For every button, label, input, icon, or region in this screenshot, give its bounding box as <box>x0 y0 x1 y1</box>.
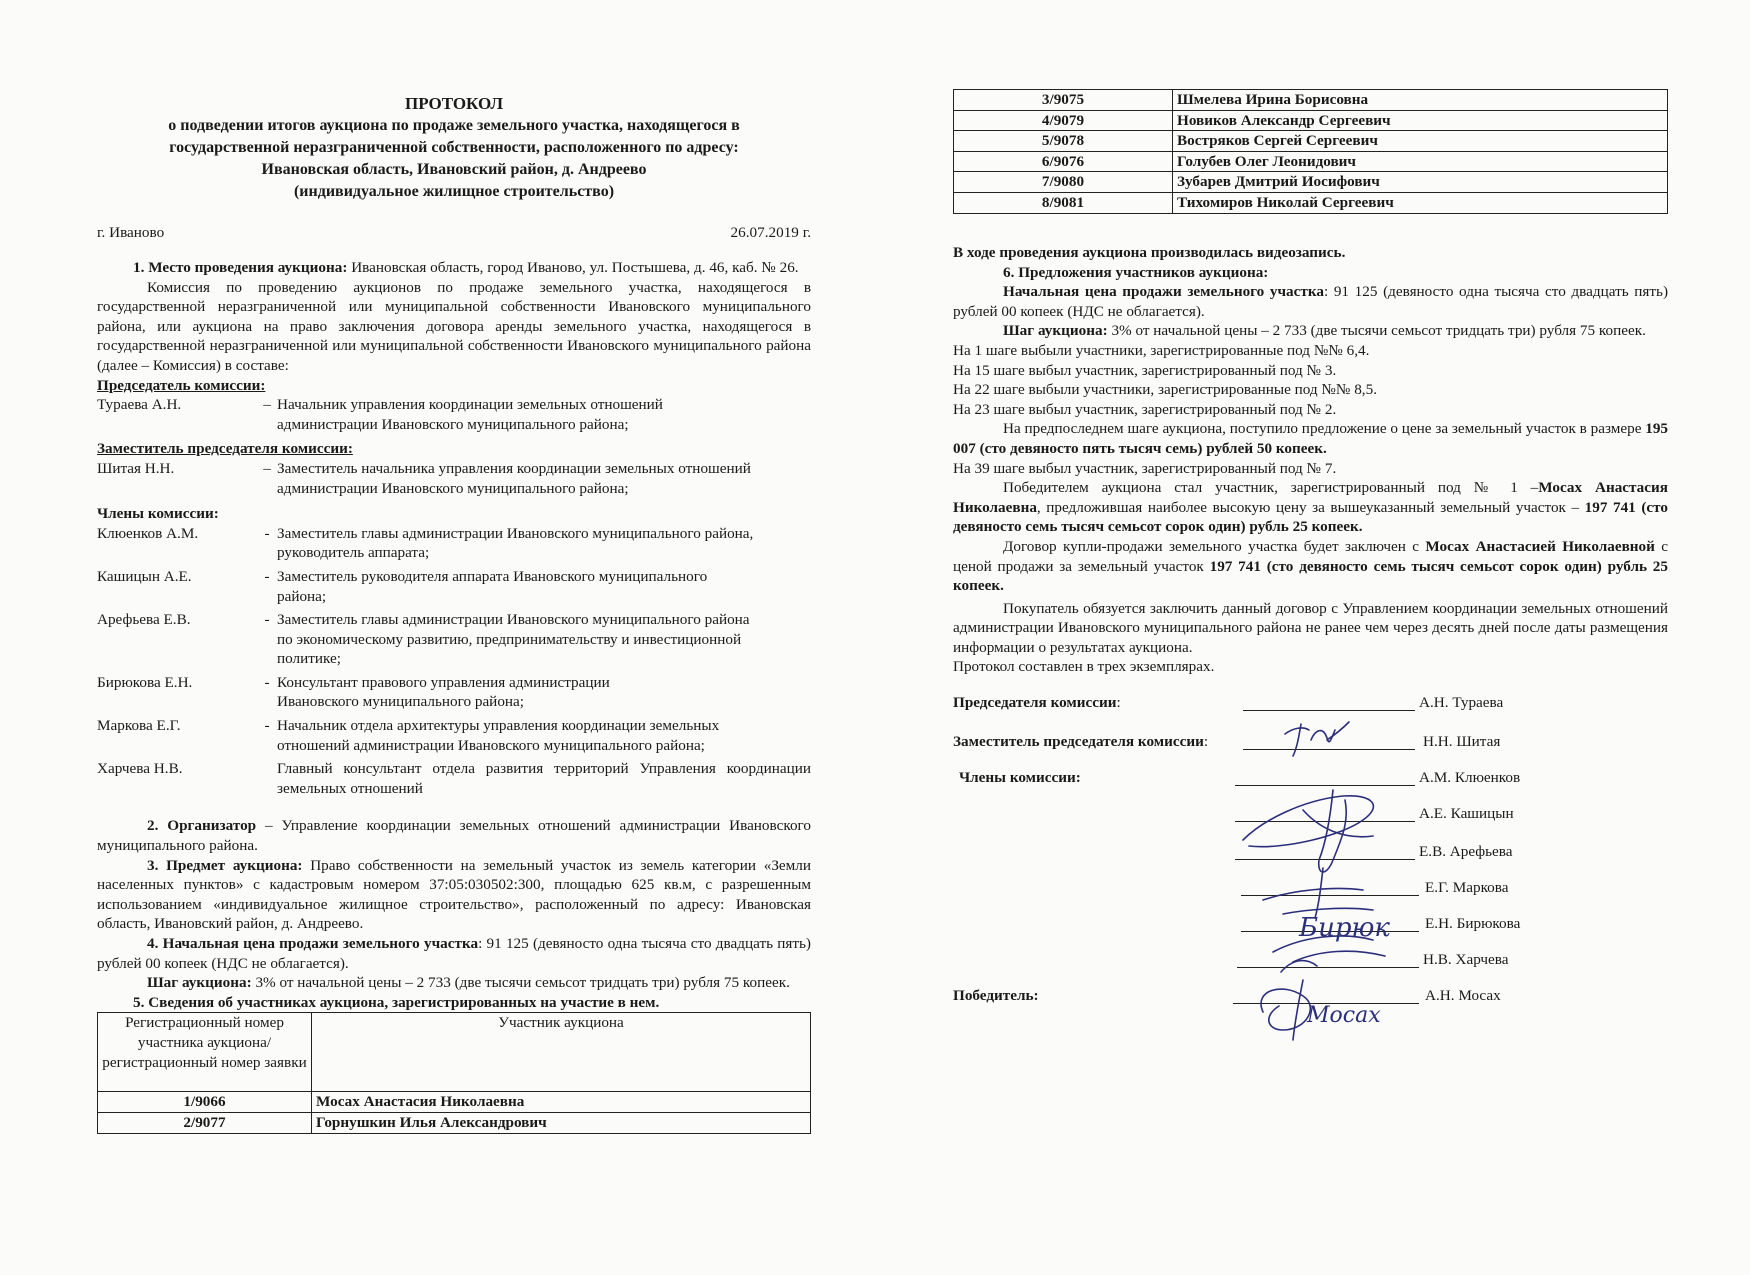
signature-label: Члены комиссии: <box>959 769 1081 786</box>
deputy-heading: Заместитель председателя комиссии: <box>97 440 353 458</box>
member-name: Бирюкова Е.Н. <box>97 673 193 691</box>
signature-line <box>1237 967 1419 968</box>
video-note-text: В ходе проведения аукциона производилась видеозапись. <box>953 244 1346 261</box>
reg-number: 4/9079 <box>954 110 1173 131</box>
member-dash: – <box>263 459 271 477</box>
signature-line <box>1235 821 1415 822</box>
participants-table-cont <box>953 89 1668 214</box>
participant-name: Востряков Сергей Сергеевич <box>1173 131 1668 152</box>
penultimate-amount: 195 007 (сто девяносто пять тысяч семь) рублей 50 копеек. <box>953 420 1669 457</box>
signature-member-text: Бирюк <box>1299 913 1390 943</box>
round-line: На 15 шаге выбыл участник, зарегистрированный под № 3. <box>953 361 1337 379</box>
member-dash: - <box>264 717 270 735</box>
subtitle-line: государственной неразграниченной собственности, расположенного по адресу: <box>169 139 739 156</box>
section-5-heading <box>97 993 811 1013</box>
member-dash: - <box>264 673 270 691</box>
table-row <box>954 131 1668 152</box>
member-name: Тураева А.Н. <box>97 396 182 414</box>
subtitle-line: (индивидуальное жилищное строительство) <box>293 183 615 200</box>
round-line: На 22 шаге выбыли участники, зарегистрированные под №№ 8,5. <box>953 381 1377 399</box>
chair-member <box>97 395 811 434</box>
video-note <box>953 243 1668 263</box>
member-dash: – <box>263 396 271 414</box>
subtitle-line: о подведении итогов аукциона по продаже земельного участка, находящегося в <box>168 117 740 134</box>
step-text: 3% от начальной цены – 2 733 (две тысячи семьсот тридцать три) рубля 75 копеек. <box>251 974 790 992</box>
participant-name: Зубарев Дмитрий Иосифович <box>1173 172 1668 193</box>
commission-member <box>97 673 811 712</box>
member-name: Маркова Е.Г. <box>97 717 181 735</box>
signature-deputy <box>953 732 1668 756</box>
reg-number: 3/9075 <box>954 90 1173 111</box>
participant-name: Новиков Александр Сергеевич <box>1173 110 1668 131</box>
reg-number: 5/9078 <box>954 131 1173 152</box>
signature-line <box>1241 895 1419 896</box>
right-body <box>953 243 1668 677</box>
signature-label: Председателя комиссии: <box>953 694 1121 711</box>
reg-number: 7/9080 <box>954 172 1173 193</box>
commission-member <box>97 524 811 563</box>
commission-member <box>97 716 811 755</box>
signature-chair <box>953 693 1668 717</box>
signature-line <box>1241 931 1419 932</box>
subtitle-line: Ивановская область, Ивановский район, д. Андреево <box>261 161 647 178</box>
section-2-text: – Управление координации земельных отношений администрации Ивановского муниципального района. <box>97 817 811 855</box>
section-5-label: 5. Сведения об участниках аукциона, зарегистрированных на участие в нем. <box>133 993 660 1011</box>
contract-name: Мосах Анастасией Николаевной <box>1425 537 1655 555</box>
column-header-number: Регистрационный номер участника аукциона/ регистрационный номер заявки <box>98 1013 312 1092</box>
signature-line <box>1243 749 1415 750</box>
contract-text-b: с ценой продажи за земельный участок <box>953 537 1668 575</box>
section-6-heading <box>953 263 1668 283</box>
signature-member <box>953 768 1668 792</box>
section-1-label: 1. Место проведения аукциона: <box>133 259 348 276</box>
member-dash <box>257 759 277 798</box>
contract-text-a: Договор купли-продажи земельного участка будет заключен с <box>1003 537 1426 555</box>
signature-line <box>1233 1003 1419 1004</box>
reg-number: 6/9076 <box>954 151 1173 172</box>
participant-name: Голубев Олег Леонидович <box>1173 151 1668 172</box>
signature-line <box>1235 859 1415 860</box>
commission-member <box>97 610 811 669</box>
section-4 <box>97 934 811 973</box>
column-header-participant: Участник аукциона <box>312 1013 811 1092</box>
section-2 <box>97 816 811 855</box>
city-date-line <box>97 223 811 243</box>
signatory-name: Н.В. Харчева <box>1423 951 1509 968</box>
copies-note: Протокол составлен в трех экземплярах. <box>953 658 1215 676</box>
member-role: Консультант правового управления администрации Ивановского муниципального района; <box>277 673 610 711</box>
member-role: Заместитель главы администрации Ивановского муниципального района по экономическому развитию, предпринимательству и инвестиционной политике; <box>277 611 750 668</box>
member-name: Клюенков А.М. <box>97 524 199 542</box>
table-row <box>98 1112 811 1133</box>
section-4-step <box>97 973 811 993</box>
start-price-label: Начальная цена продажи земельного участка <box>1003 283 1324 301</box>
table-row <box>98 1092 811 1113</box>
participant-name: Мосах Анастасия Николаевна <box>312 1092 811 1113</box>
contract-price: 197 741 (сто девяносто семь тысяч семьсот сорок один) рубль 25 копеек. <box>953 557 1668 595</box>
table-row <box>954 110 1668 131</box>
step-label: Шаг аукциона: <box>147 974 252 992</box>
signature-winner <box>953 986 1668 1010</box>
member-role: Заместитель главы администрации Ивановского муниципального района, руководитель аппарата; <box>277 524 754 562</box>
deputy-member <box>97 459 811 498</box>
signatory-name: Е.В. Арефьева <box>1419 843 1513 860</box>
member-name: Харчева Н.В. <box>97 760 183 778</box>
section-1-text: Ивановская область, город Иваново, ул. Постышева, д. 46, каб. № 26. <box>347 259 799 276</box>
chair-heading: Председатель комиссии: <box>97 376 266 394</box>
city: г. Иваново <box>97 224 165 241</box>
protocol-title: ПРОТОКОЛ <box>404 94 503 113</box>
signature-member <box>953 950 1668 974</box>
contract-paragraph <box>953 537 1668 596</box>
penultimate-text: На предпоследнем шаге аукциона, поступило предложение о цене за земельный участок в размере <box>1003 420 1646 438</box>
participants-table-continued <box>953 89 1668 214</box>
participant-name: Шмелева Ирина Борисовна <box>1173 90 1668 111</box>
table-row <box>954 90 1668 111</box>
signatory-name: Е.Г. Маркова <box>1425 879 1509 896</box>
signatory-name: А.Е. Кашицын <box>1419 805 1514 822</box>
winner-price: 197 741 (сто девяносто семь тысяч семьсот сорок один) рубль 25 копеек. <box>953 498 1668 536</box>
signature-winner-text: Мосах <box>1307 1003 1381 1028</box>
reg-number: 2/9077 <box>98 1112 312 1133</box>
member-role: Заместитель начальника управления координации земельных отношений администрации Ивановского муниципального района; <box>277 459 751 497</box>
winner-text-b: , предложившая наиболее высокую цену за вышеуказанный земельный участок – <box>1036 498 1585 516</box>
signatory-name: А.Н. Мосах <box>1425 987 1501 1004</box>
section-2-label: 2. Организатор <box>147 817 257 835</box>
reg-number: 1/9066 <box>98 1092 312 1113</box>
table-row <box>954 172 1668 193</box>
participants-table <box>97 1012 811 1133</box>
start-price <box>953 282 1668 321</box>
signatory-name: Н.Н. Шитая <box>1423 733 1501 750</box>
table-row <box>954 192 1668 213</box>
document-title <box>97 93 811 203</box>
commission-intro: Комиссия по проведению аукционов по продаже земельного участка, находящегося в государственной неразграниченной или муниципальной собственности Ивановского муниципального района, или аукциона на право заключения договора аренды земельного участка, находящегося в государственной неразграниченной или муниципальной собственности Ивановского муниципального района (далее – Комиссия) в составе: <box>97 278 811 374</box>
signature-member <box>953 878 1668 902</box>
member-role: Начальник управления координации земельных отношений администрации Ивановского муниципального района; <box>277 396 663 433</box>
member-role: Начальник отдела архитектуры управления координации земельных отношений администрации Ивановского муниципального района; <box>277 717 720 754</box>
section-3-label: 3. Предмет аукциона: <box>147 856 303 874</box>
reg-number: 8/9081 <box>954 192 1173 213</box>
commission-member <box>97 567 811 606</box>
member-role: Главный консультант отдела развития территорий Управления координации земельных отношений <box>277 760 811 797</box>
commission-member <box>97 759 811 798</box>
participant-name: Горнушкин Илья Александрович <box>312 1112 811 1133</box>
signature-label: Победитель: <box>953 987 1039 1004</box>
signatory-name: Е.Н. Бирюкова <box>1425 915 1521 932</box>
member-dash: - <box>264 611 270 629</box>
penultimate-offer <box>953 419 1668 458</box>
member-name: Шитая Н.Н. <box>97 459 175 477</box>
section-3 <box>97 856 811 934</box>
step-text: 3% от начальной цены – 2 733 (две тысячи семьсот тридцать три) рубля 75 копеек. <box>1107 322 1646 340</box>
member-dash: - <box>264 567 270 585</box>
signature-line <box>1235 785 1415 786</box>
table-row <box>954 151 1668 172</box>
step-label: Шаг аукциона: <box>1003 322 1108 340</box>
member-role: Заместитель руководителя аппарата Ивановского муниципального района; <box>277 567 708 605</box>
section-4-text: : 91 125 (девяносто одна тысяча сто двадцать пять) рублей 00 копеек (НДС не облагается). <box>97 935 811 972</box>
round-line: На 39 шаге выбыл участник, зарегистрированный под № 7. <box>953 459 1337 477</box>
signatory-name: А.Н. Тураева <box>1419 694 1504 711</box>
section-4-label: 4. Начальная цена продажи земельного участка <box>147 935 479 952</box>
members-heading <box>97 504 811 524</box>
winner-text-a: Победителем аукциона стал участник, зарегистрированный под № 1 – <box>1003 479 1539 497</box>
table-header-row <box>98 1013 811 1092</box>
member-dash: - <box>264 524 270 542</box>
members-heading-text: Члены комиссии: <box>97 505 219 523</box>
winner-paragraph <box>953 478 1668 537</box>
section-6-label: 6. Предложения участников аукциона: <box>1003 263 1269 281</box>
signature-line <box>1243 710 1415 711</box>
winner-name: Мосах Анастасия Николаевна <box>953 479 1668 516</box>
section-3-text: Право собственности на земельный участок из земель категории «Земли населенных пунктов» с кадастровым номером 37:05:030502:300, площадью 625 кв.м, с разрешенным использованием «индивидуальное жилищное строительство», расположенный по адресу: Ивановская область, Ивановский район, д. Андреево. <box>97 856 811 933</box>
section-1 <box>97 258 811 278</box>
auction-step <box>953 321 1668 341</box>
signatory-name: А.М. Клюенков <box>1419 769 1521 786</box>
round-line: На 1 шаге выбыли участники, зарегистрированные под №№ 6,4. <box>953 341 1370 359</box>
member-name: Арефьева Е.В. <box>97 611 191 629</box>
buyer-obligation: Покупатель обязуется заключить данный договор с Управлением координации земельных отношений администрации Ивановского муниципального района не ранее чем через десять дней после даты размещения информации о результатах аукциона. <box>953 599 1668 656</box>
start-price-text: : 91 125 (девяносто одна тысяча сто двадцать пять) рублей 00 копеек (НДС не облагается). <box>953 283 1668 320</box>
signature-member <box>953 914 1668 938</box>
left-body <box>97 258 811 1134</box>
signature-label: Заместитель председателя комиссии: <box>953 733 1209 750</box>
signature-member <box>953 804 1668 828</box>
round-line: На 23 шаге выбыл участник, зарегистрированный под № 2. <box>953 400 1337 418</box>
participant-name: Тихомиров Николай Сергеевич <box>1173 192 1668 213</box>
date: 26.07.2019 г. <box>730 224 811 241</box>
member-name: Кашицын А.Е. <box>97 567 192 585</box>
signature-member <box>953 842 1668 866</box>
